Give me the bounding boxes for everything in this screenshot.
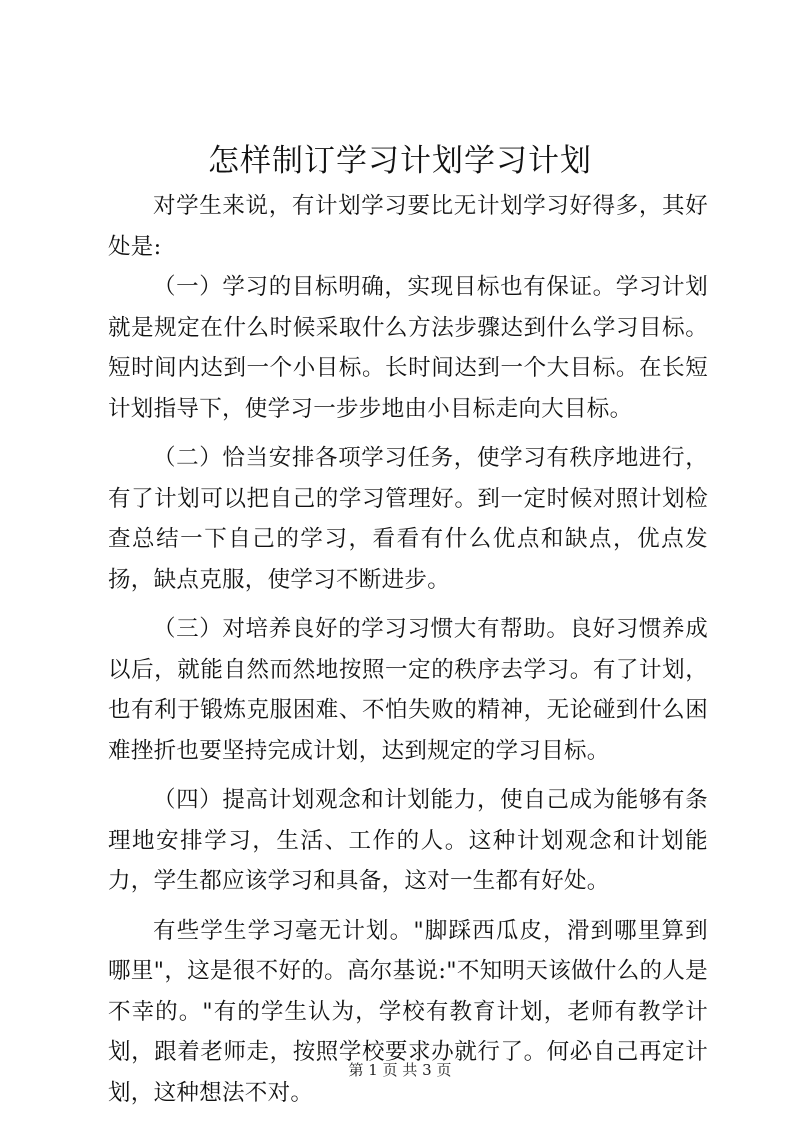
paragraph-point-1: （一）学习的目标明确，实现目标也有保证。学习计划就是规定在什么时候采取什么方法步骤达到什么学习目标。短时间内达到一个小目标。长时间达到一个大目标。在长短计划指导下，使学习一步步地由小目标走向大目标。	[108, 274, 708, 422]
paragraph-intro: 对学生来说，有计划学习要比无计划学习好得多，其好处是:	[108, 193, 708, 260]
paragraph-point-3: （三）对培养良好的学习习惯大有帮助。良好习惯养成以后，就能自然而然地按照一定的秩序去学习。有了计划，也有利于锻炼克服困难、不怕失败的精神，无论碰到什么困难挫折也要坚持完成计划，达到规定的学习目标。	[108, 616, 708, 764]
paragraph-gap	[108, 771, 708, 780]
page-footer: 第 1 页 共 3 页	[348, 1061, 452, 1079]
document-title: 怎样制订学习计划学习计划	[208, 143, 592, 179]
paragraph-gap	[108, 600, 708, 609]
paragraph-gap	[108, 902, 708, 911]
paragraph-discussion: 有些学生学习毫无计划。"脚踩西瓜皮，滑到哪里算到哪里"，这是很不好的。高尔基说:"不知明天该做什么的人是不幸的。"有的学生认为，学校有教育计划，老师有教学计划，跟着老师走，按照学校要求办就行了。何必自己再定计划，这种想法不对。	[108, 917, 708, 1106]
document-body	[108, 186, 708, 1113]
paragraph-gap	[108, 429, 708, 438]
paragraph-point-2: （二）恰当安排各项学习任务，使学习有秩序地进行，有了计划可以把自己的学习管理好。到一定时候对照计划检查总结一下自己的学习，看看有什么优点和缺点，优点发扬，缺点克服，使学习不断进步。	[108, 445, 708, 593]
paragraph-point-4: （四）提高计划观念和计划能力，使自己成为能够有条理地安排学习，生活、工作的人。这种计划观念和计划能力，学生都应该学习和具备，这对一生都有好处。	[108, 787, 708, 894]
